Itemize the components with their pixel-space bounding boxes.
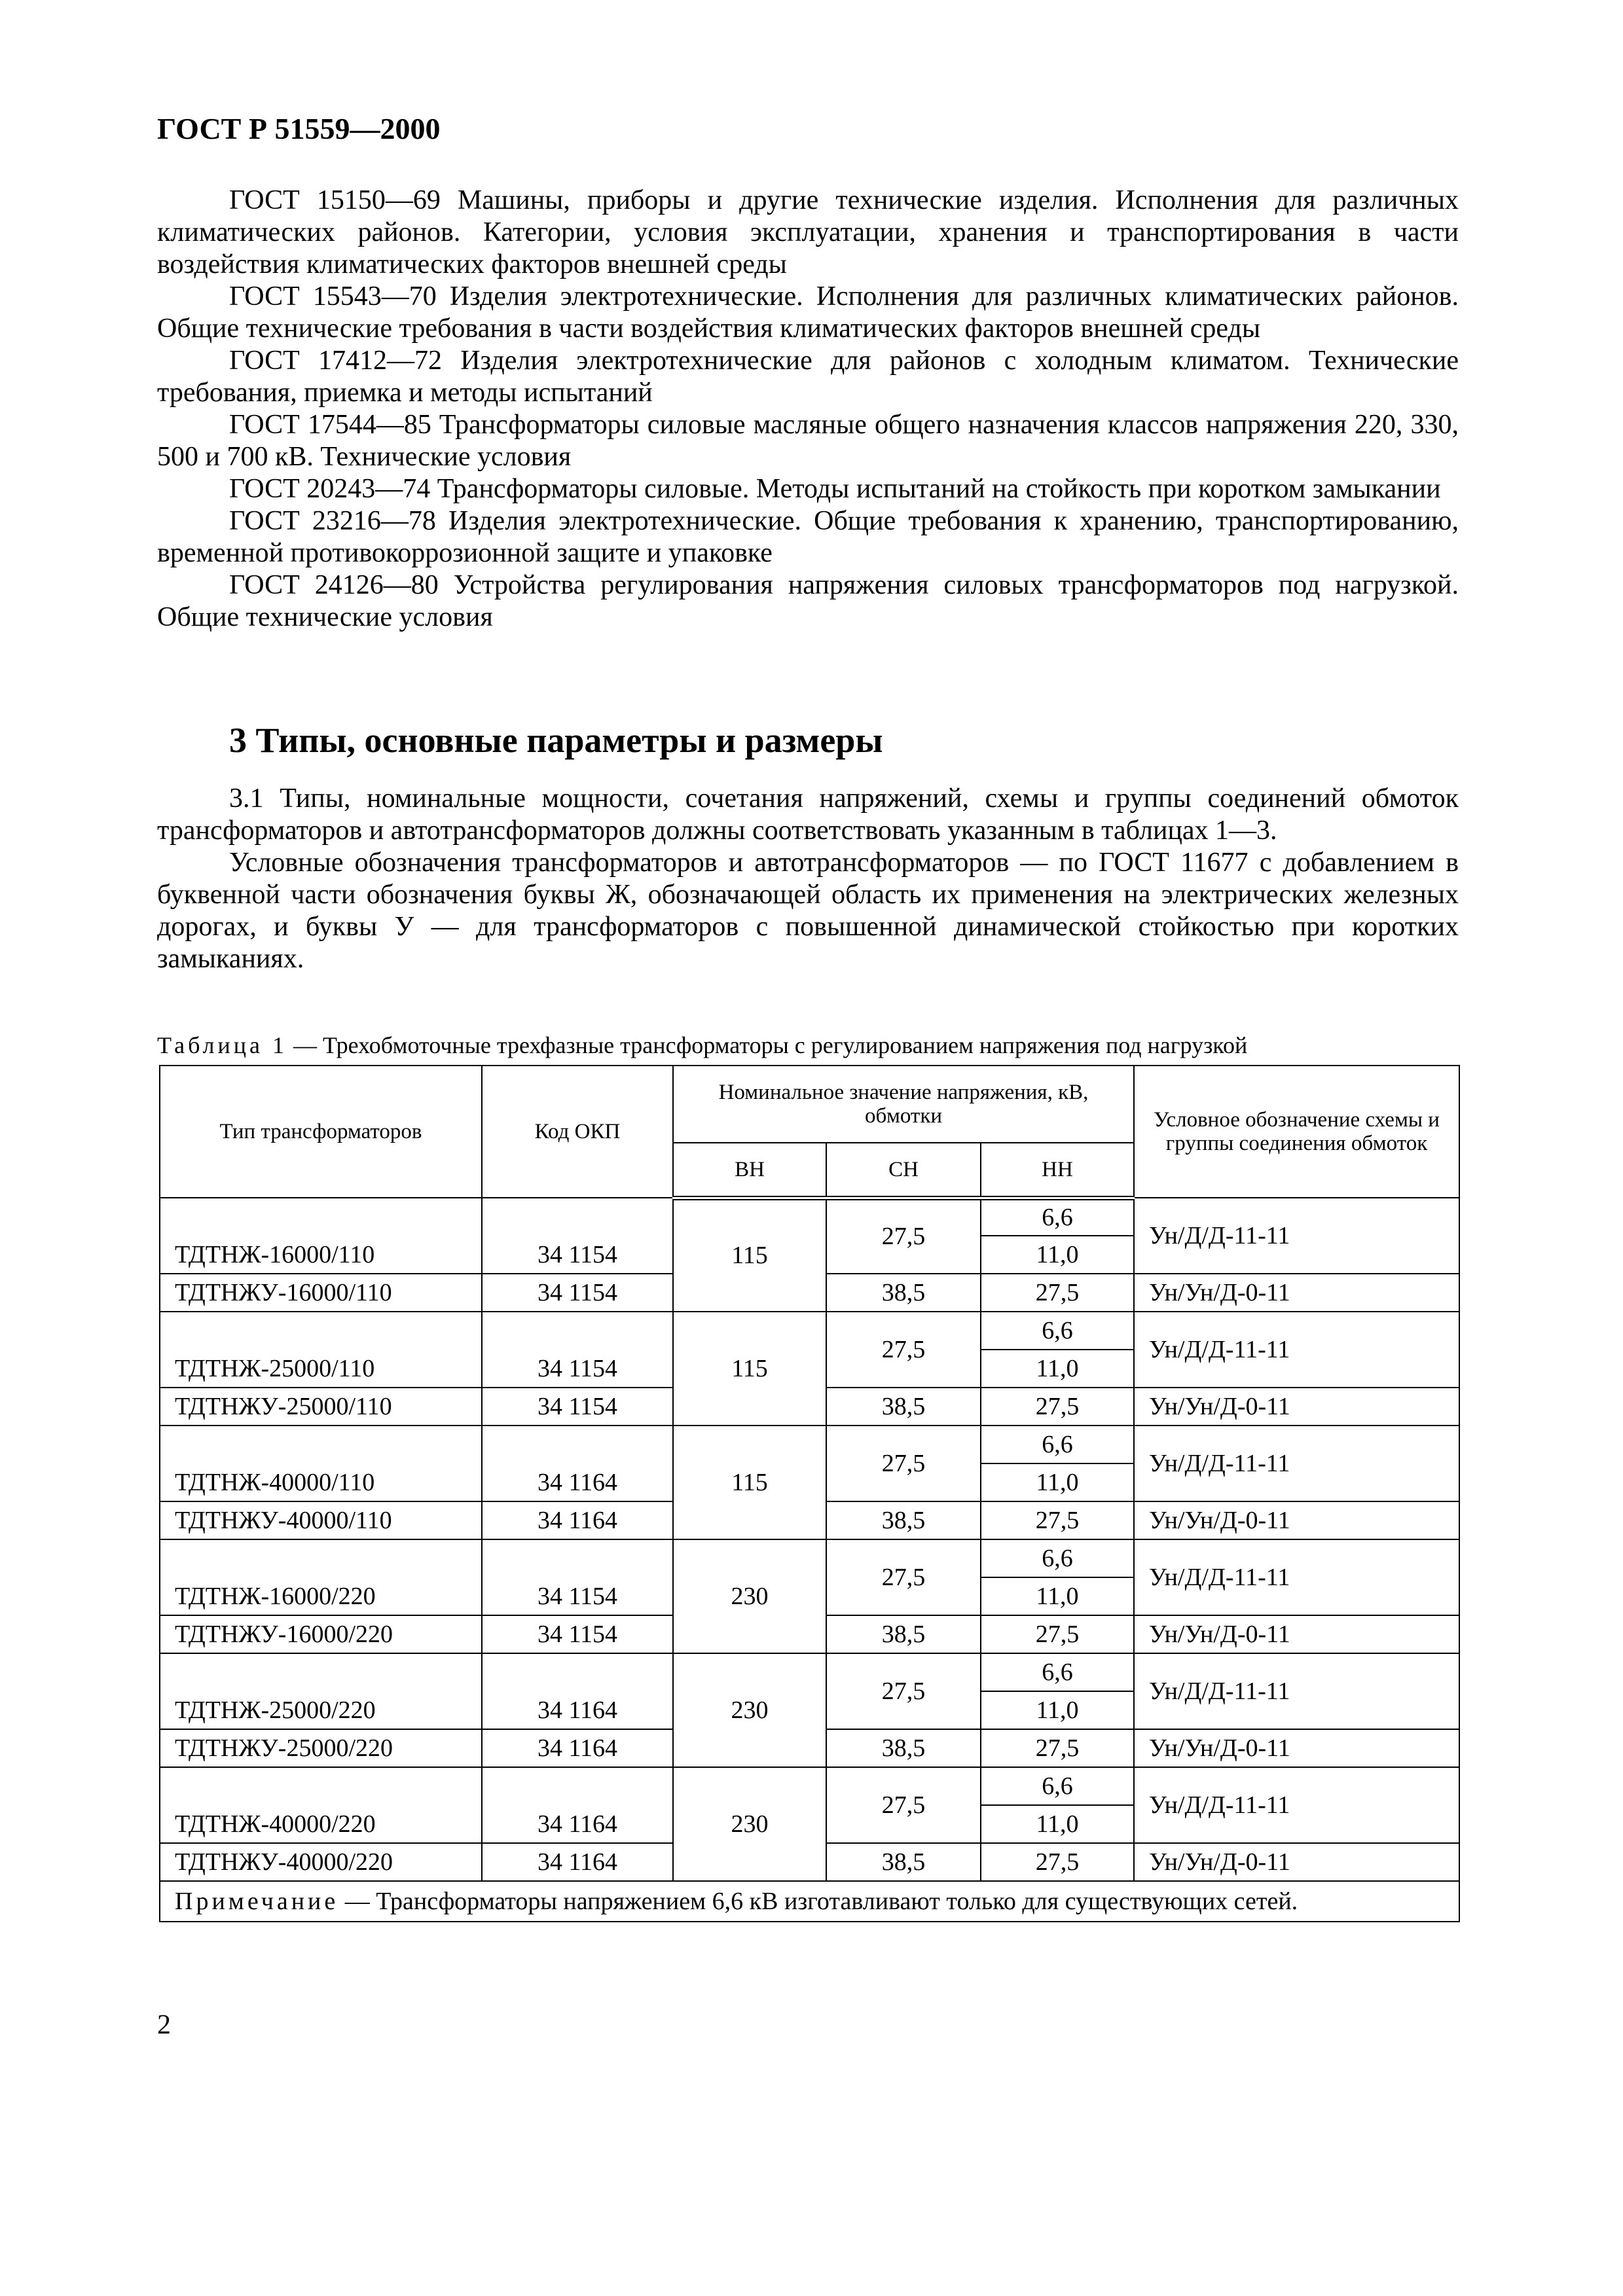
section-body bbox=[157, 783, 1459, 975]
table-row bbox=[160, 1312, 1459, 1350]
cell-scheme: Ун/Д/Д-11-11 bbox=[1134, 1767, 1459, 1843]
cell-okp: 34 1154 bbox=[482, 1312, 673, 1388]
cell-scheme: Ун/Д/Д-11-11 bbox=[1134, 1653, 1459, 1729]
cell-scheme: Ун/Ун/Д-0-11 bbox=[1134, 1388, 1459, 1426]
cell-type: ТДТНЖУ-25000/220 bbox=[160, 1729, 482, 1767]
paragraph: Условные обозначения трансформаторов и автотрансформаторов — по ГОСТ 11677 с добавлением в буквенной части обозначения буквы Ж, обозначающей область их применения на электрических железных дорогах, и буквы У — для трансформаторов с повышенной динамической стойкостью при коротких замыканиях. bbox=[157, 848, 1459, 974]
reference-item: ГОСТ 17544—85 Трансформаторы силовые масляные общего назначения классов напряжения 220, 330, 500 и 700 кВ. Технические условия bbox=[157, 410, 1459, 472]
cell-nn: 6,6 bbox=[981, 1198, 1134, 1236]
header-scheme: Условное обозначение схемы и группы соединения обмоток bbox=[1134, 1066, 1459, 1198]
cell-sn: 38,5 bbox=[826, 1501, 981, 1539]
cell-nn: 11,0 bbox=[981, 1350, 1134, 1388]
cell-sn: 27,5 bbox=[826, 1198, 981, 1274]
cell-scheme: Ун/Ун/Д-0-11 bbox=[1134, 1274, 1459, 1312]
cell-okp: 34 1164 bbox=[482, 1729, 673, 1767]
header-sn: СН bbox=[826, 1143, 981, 1198]
cell-nn: 11,0 bbox=[981, 1577, 1134, 1615]
cell-okp: 34 1154 bbox=[482, 1198, 673, 1274]
cell-type: ТДТНЖ-16000/110 bbox=[160, 1198, 482, 1274]
cell-okp: 34 1154 bbox=[482, 1388, 673, 1426]
cell-type: ТДТНЖ-25000/220 bbox=[160, 1653, 482, 1729]
reference-item: ГОСТ 24126—80 Устройства регулирования напряжения силовых трансформаторов под нагрузкой. Общие технические условия bbox=[157, 570, 1459, 632]
page-header: ГОСТ Р 51559—2000 bbox=[157, 112, 441, 145]
cell-nn: 11,0 bbox=[981, 1463, 1134, 1501]
cell-nn: 6,6 bbox=[981, 1767, 1134, 1805]
reference-item: ГОСТ 15543—70 Изделия электротехнические. Исполнения для различных климатических районов. Общие технические требования в части воздействия климатических факторов внешней среды bbox=[157, 281, 1459, 344]
cell-sn: 27,5 bbox=[826, 1767, 981, 1843]
reference-item: ГОСТ 23216—78 Изделия электротехнические. Общие требования к хранению, транспортированию, временной противокоррозионной защите и упаковке bbox=[157, 506, 1459, 568]
cell-sn: 27,5 bbox=[826, 1312, 981, 1388]
cell-vn: 230 bbox=[673, 1767, 826, 1881]
table-note bbox=[160, 1881, 1459, 1922]
cell-vn: 115 bbox=[673, 1198, 826, 1312]
note-label: Примечание bbox=[175, 1888, 339, 1915]
cell-type: ТДТНЖ-40000/110 bbox=[160, 1426, 482, 1501]
cell-okp: 34 1154 bbox=[482, 1274, 673, 1312]
cell-vn: 230 bbox=[673, 1539, 826, 1653]
cell-scheme: Ун/Ун/Д-0-11 bbox=[1134, 1843, 1459, 1881]
cell-nn: 11,0 bbox=[981, 1691, 1134, 1729]
cell-scheme: Ун/Ун/Д-0-11 bbox=[1134, 1729, 1459, 1767]
cell-okp: 34 1164 bbox=[482, 1426, 673, 1501]
cell-nn: 6,6 bbox=[981, 1312, 1134, 1350]
cell-type: ТДТНЖУ-25000/110 bbox=[160, 1388, 482, 1426]
cell-type: ТДТНЖУ-40000/220 bbox=[160, 1843, 482, 1881]
cell-nn: 6,6 bbox=[981, 1539, 1134, 1577]
cell-sn: 27,5 bbox=[826, 1539, 981, 1615]
cell-type: ТДТНЖ-40000/220 bbox=[160, 1767, 482, 1843]
cell-okp: 34 1164 bbox=[482, 1843, 673, 1881]
paragraph: 3.1 Типы, номинальные мощности, сочетания напряжений, схемы и группы соединений обмоток трансформаторов и автотрансформаторов должны соответствовать указанным в таблицах 1—3. bbox=[157, 783, 1459, 846]
page-number: 2 bbox=[157, 2010, 171, 2040]
table-row bbox=[160, 1881, 1459, 1922]
cell-nn: 27,5 bbox=[981, 1843, 1134, 1881]
header-nn: НН bbox=[981, 1143, 1134, 1198]
cell-sn: 27,5 bbox=[826, 1426, 981, 1501]
section-title: 3 Типы, основные параметры и размеры bbox=[229, 721, 883, 760]
cell-nn: 11,0 bbox=[981, 1805, 1134, 1843]
cell-nn: 27,5 bbox=[981, 1501, 1134, 1539]
reference-item: ГОСТ 20243—74 Трансформаторы силовые. Методы испытаний на стойкость при коротком замыкании bbox=[229, 474, 1441, 504]
table-row bbox=[160, 1539, 1459, 1577]
table-row bbox=[160, 1767, 1459, 1805]
cell-type: ТДТНЖ-16000/220 bbox=[160, 1539, 482, 1615]
cell-type: ТДТНЖУ-16000/220 bbox=[160, 1615, 482, 1653]
cell-type: ТДТНЖУ-16000/110 bbox=[160, 1274, 482, 1312]
transformer-table bbox=[159, 1065, 1460, 1922]
cell-vn: 115 bbox=[673, 1426, 826, 1539]
cell-nn: 27,5 bbox=[981, 1388, 1134, 1426]
table-caption-label: Таблица 1 bbox=[157, 1032, 287, 1058]
cell-okp: 34 1154 bbox=[482, 1539, 673, 1615]
cell-sn: 38,5 bbox=[826, 1729, 981, 1767]
cell-scheme: Ун/Д/Д-11-11 bbox=[1134, 1312, 1459, 1388]
normative-references bbox=[157, 185, 1459, 634]
cell-nn: 6,6 bbox=[981, 1653, 1134, 1691]
cell-scheme: Ун/Ун/Д-0-11 bbox=[1134, 1615, 1459, 1653]
cell-okp: 34 1164 bbox=[482, 1501, 673, 1539]
cell-sn: 38,5 bbox=[826, 1274, 981, 1312]
cell-sn: 38,5 bbox=[826, 1388, 981, 1426]
note-text: — Трансформаторы напряжением 6,6 кВ изготавливают только для существующих сетей. bbox=[338, 1888, 1298, 1915]
cell-scheme: Ун/Д/Д-11-11 bbox=[1134, 1426, 1459, 1501]
cell-okp: 34 1164 bbox=[482, 1767, 673, 1843]
cell-sn: 38,5 bbox=[826, 1615, 981, 1653]
cell-okp: 34 1164 bbox=[482, 1653, 673, 1729]
cell-sn: 27,5 bbox=[826, 1653, 981, 1729]
cell-okp: 34 1154 bbox=[482, 1615, 673, 1653]
header-type: Тип трансформаторов bbox=[160, 1066, 482, 1198]
table-row bbox=[160, 1653, 1459, 1691]
cell-nn: 11,0 bbox=[981, 1236, 1134, 1274]
table-caption bbox=[157, 1032, 1467, 1058]
cell-nn: 27,5 bbox=[981, 1615, 1134, 1653]
table-caption-text: — Трехобмоточные трехфазные трансформаторы с регулированием напряжения под нагрузкой bbox=[287, 1032, 1248, 1058]
reference-item: ГОСТ 17412—72 Изделия электротехнические для районов с холодным климатом. Технические требования, приемка и методы испытаний bbox=[157, 346, 1459, 408]
cell-scheme: Ун/Д/Д-11-11 bbox=[1134, 1539, 1459, 1615]
cell-type: ТДТНЖ-25000/110 bbox=[160, 1312, 482, 1388]
table-body bbox=[160, 1198, 1459, 1922]
header-vn: ВН bbox=[673, 1143, 826, 1198]
cell-scheme: Ун/Д/Д-11-11 bbox=[1134, 1198, 1459, 1274]
reference-item: ГОСТ 15150—69 Машины, приборы и другие технические изделия. Исполнения для различных климатических районов. Категории, условия эксплуатации, хранения и транспортирования в части воздействия климатических факторов внешней среды bbox=[157, 185, 1459, 279]
header-voltage: Номинальное значение напряжения, кВ, обмотки bbox=[673, 1066, 1134, 1143]
table-row bbox=[160, 1426, 1459, 1463]
cell-nn: 27,5 bbox=[981, 1274, 1134, 1312]
cell-vn: 230 bbox=[673, 1653, 826, 1767]
cell-nn: 6,6 bbox=[981, 1426, 1134, 1463]
cell-type: ТДТНЖУ-40000/110 bbox=[160, 1501, 482, 1539]
cell-scheme: Ун/Ун/Д-0-11 bbox=[1134, 1501, 1459, 1539]
cell-vn: 115 bbox=[673, 1312, 826, 1426]
table-row bbox=[160, 1198, 1459, 1236]
cell-nn: 27,5 bbox=[981, 1729, 1134, 1767]
cell-sn: 38,5 bbox=[826, 1843, 981, 1881]
header-okp: Код ОКП bbox=[482, 1066, 673, 1198]
table-wrapper bbox=[159, 1065, 1459, 1922]
